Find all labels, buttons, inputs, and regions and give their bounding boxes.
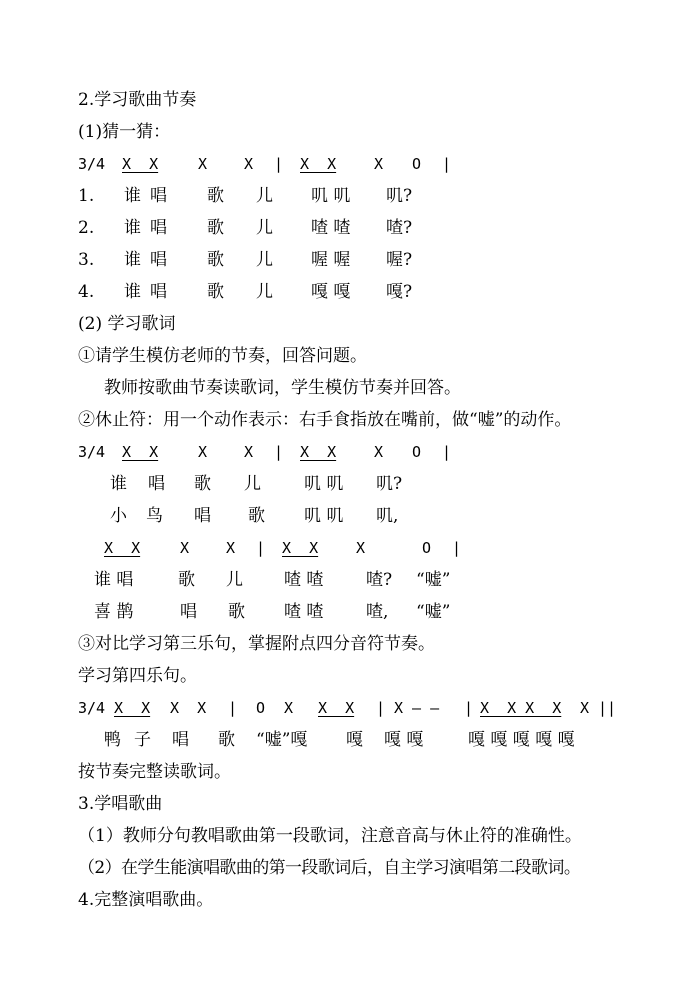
rhythm-note: X xyxy=(356,539,366,557)
lyric-word: 歌 xyxy=(228,602,245,622)
lyric-word: 喳? xyxy=(366,570,393,590)
lyric-word: 喳 喳 xyxy=(284,570,324,590)
bar-line: | xyxy=(442,155,452,173)
paragraph xyxy=(0,404,696,436)
rhythm-note: X xyxy=(244,155,254,173)
lyric-row xyxy=(0,500,696,532)
rest-note: O xyxy=(256,699,266,717)
rhythm-group: X X xyxy=(122,443,159,461)
bar-line: | xyxy=(256,539,266,557)
lyric-word: 歌 xyxy=(207,282,224,302)
list-item: ②休止符：用一个动作表示：右手食指放在嘴前，做“嘘”的动作。 xyxy=(78,410,572,430)
lyric-word: 叽 叽 xyxy=(311,186,351,206)
paragraph xyxy=(0,372,696,404)
lyric-word: 儿 xyxy=(256,186,273,206)
section-heading: 3.学唱歌曲 xyxy=(78,794,163,814)
list-item: 按节奏完整读歌词。 xyxy=(78,762,231,782)
lyric-row xyxy=(0,244,696,276)
lyric-word: 谁 xyxy=(124,186,141,206)
lyric-word: 唱 xyxy=(172,730,189,750)
meter: 3/4 xyxy=(78,155,106,173)
lyric-word: 喳, xyxy=(366,602,389,622)
lyric-word: 谁 唱 xyxy=(94,570,134,590)
section-4-heading-line xyxy=(0,884,696,916)
paragraph xyxy=(0,820,696,852)
bar-line: | xyxy=(464,699,474,717)
lyric-word: 歌 xyxy=(178,570,195,590)
lyric-word: 喔? xyxy=(386,250,413,270)
lyric-word: 叽? xyxy=(376,474,403,494)
lyric-word: 儿 xyxy=(256,218,273,238)
lyric-word: 唱 xyxy=(150,282,167,302)
lyric-word: 唱 xyxy=(150,250,167,270)
lyric-word: 谁 xyxy=(110,474,127,494)
paragraph xyxy=(0,756,696,788)
lyric-word: 儿 xyxy=(256,282,273,302)
paragraph xyxy=(0,852,696,884)
lyric-row xyxy=(0,468,696,500)
lyric-word: 嘎 xyxy=(346,730,363,750)
rhythm-line xyxy=(0,436,696,468)
rhythm-group: X X xyxy=(300,443,337,461)
bar-line: | xyxy=(376,699,386,717)
rhythm-group: X X X X xyxy=(480,699,562,717)
lyric-word: 喔 喔 xyxy=(311,250,351,270)
subheading: (2) 学习歌词 xyxy=(78,314,176,334)
lyric-word: 嘎? xyxy=(386,282,413,302)
bar-line: | xyxy=(442,443,452,461)
lyric-word: 小 xyxy=(110,506,127,526)
lyric-word: 嘎 嘎 嘎 嘎 嘎 xyxy=(468,730,575,750)
lyric-word: 叽, xyxy=(376,506,399,526)
lyric-word: 唱 xyxy=(194,506,211,526)
list-item: ①请学生模仿老师的节奏，回答问题。 xyxy=(78,346,367,366)
bar-line: | xyxy=(452,539,462,557)
rhythm-group: X X xyxy=(170,699,207,717)
lyric-word: 歌 xyxy=(218,730,235,750)
lyric-word: 嘎 嘎 xyxy=(311,282,351,302)
lyric-word: 歌 xyxy=(207,218,224,238)
rhythm-note: X xyxy=(374,443,384,461)
rhythm-group: X X xyxy=(114,699,151,717)
lyric-word: 喳 喳 xyxy=(284,602,324,622)
rhythm-note: X xyxy=(180,539,190,557)
meter: 3/4 xyxy=(78,699,106,717)
row-number: 2. xyxy=(78,218,95,238)
lyric-word: 儿 xyxy=(226,570,243,590)
lyric-word: “嘘” xyxy=(416,570,451,590)
lyric-word: “嘘”嘎 xyxy=(256,730,308,750)
lyric-row xyxy=(0,596,696,628)
list-item: ③对比学习第三乐句，掌握附点四分音符节奏。 xyxy=(78,634,435,654)
subheading-line xyxy=(0,308,696,340)
rest-note: O xyxy=(412,155,422,173)
held-note: X — — xyxy=(394,699,440,717)
section-heading: 2.学习歌曲节奏 xyxy=(78,90,197,110)
subheading: (1)猜一猜： xyxy=(78,122,171,142)
lyric-word: 歌 xyxy=(248,506,265,526)
rhythm-note: X xyxy=(244,443,254,461)
rhythm-line xyxy=(0,692,696,724)
lyric-word: 鸟 xyxy=(146,506,163,526)
paragraph xyxy=(0,660,696,692)
bar-line: | xyxy=(228,699,238,717)
bar-line: | xyxy=(274,443,284,461)
lyric-word: 喜 鹊 xyxy=(94,602,134,622)
lyric-row xyxy=(0,276,696,308)
rhythm-line xyxy=(0,148,696,180)
lyric-word: 子 xyxy=(134,730,151,750)
subheading-line xyxy=(0,116,696,148)
end-bar-line: || xyxy=(598,699,617,717)
lyric-word: 儿 xyxy=(256,250,273,270)
paragraph-text: （1）教师分句教唱歌曲第一段歌词，注意音高与休止符的准确性。 xyxy=(78,826,582,846)
lyric-word: 嘎 嘎 xyxy=(384,730,424,750)
lyric-word: 谁 xyxy=(124,250,141,270)
rhythm-note: X xyxy=(374,155,384,173)
lyric-word: 叽 叽 xyxy=(304,506,344,526)
lyric-word: 歌 xyxy=(207,186,224,206)
lyric-word: “嘘” xyxy=(416,602,451,622)
rhythm-group: X X xyxy=(104,539,141,557)
lyric-word: 喳? xyxy=(386,218,413,238)
lyric-word: 鸭 xyxy=(104,730,121,750)
rhythm-note: X xyxy=(198,155,208,173)
lyric-word: 歌 xyxy=(194,474,211,494)
rhythm-group: X X xyxy=(300,155,337,173)
lyric-word: 谁 xyxy=(124,282,141,302)
rhythm-note: X xyxy=(226,539,236,557)
lyric-row xyxy=(0,564,696,596)
lyric-word: 谁 xyxy=(124,218,141,238)
rhythm-note: X xyxy=(284,699,294,717)
row-number: 1. xyxy=(78,186,95,206)
lyric-word: 儿 xyxy=(244,474,261,494)
lyric-row xyxy=(0,724,696,756)
row-number: 4. xyxy=(78,282,95,302)
section-2-heading-line xyxy=(0,84,696,116)
meter: 3/4 xyxy=(78,443,106,461)
lyric-word: 唱 xyxy=(150,218,167,238)
section-3-heading-line xyxy=(0,788,696,820)
list-item-detail: 教师按歌曲节奏读歌词，学生模仿节奏并回答。 xyxy=(104,378,461,398)
lyric-word: 叽 叽 xyxy=(304,474,344,494)
lyric-word: 唱 xyxy=(150,186,167,206)
lyric-row xyxy=(0,212,696,244)
bar-line: | xyxy=(274,155,284,173)
paragraph xyxy=(0,340,696,372)
rest-note: O xyxy=(422,539,432,557)
section-heading: 4.完整演唱歌曲。 xyxy=(78,890,214,910)
rhythm-note: X xyxy=(580,699,590,717)
paragraph xyxy=(0,628,696,660)
rhythm-note: X xyxy=(198,443,208,461)
rest-note: O xyxy=(412,443,422,461)
rhythm-group: X X xyxy=(282,539,319,557)
lyric-word: 歌 xyxy=(207,250,224,270)
rhythm-group: X X xyxy=(318,699,355,717)
row-number: 3. xyxy=(78,250,95,270)
lyric-word: 唱 xyxy=(148,474,165,494)
lyric-row xyxy=(0,180,696,212)
lyric-word: 喳 喳 xyxy=(311,218,351,238)
rhythm-line xyxy=(0,532,696,564)
lyric-word: 叽? xyxy=(386,186,413,206)
lyric-word: 唱 xyxy=(180,602,197,622)
paragraph-text: （2）在学生能演唱歌曲的第一段歌词后，自主学习演唱第二段歌词。 xyxy=(78,858,581,878)
list-item: 学习第四乐句。 xyxy=(78,666,197,686)
rhythm-group: X X xyxy=(122,155,159,173)
